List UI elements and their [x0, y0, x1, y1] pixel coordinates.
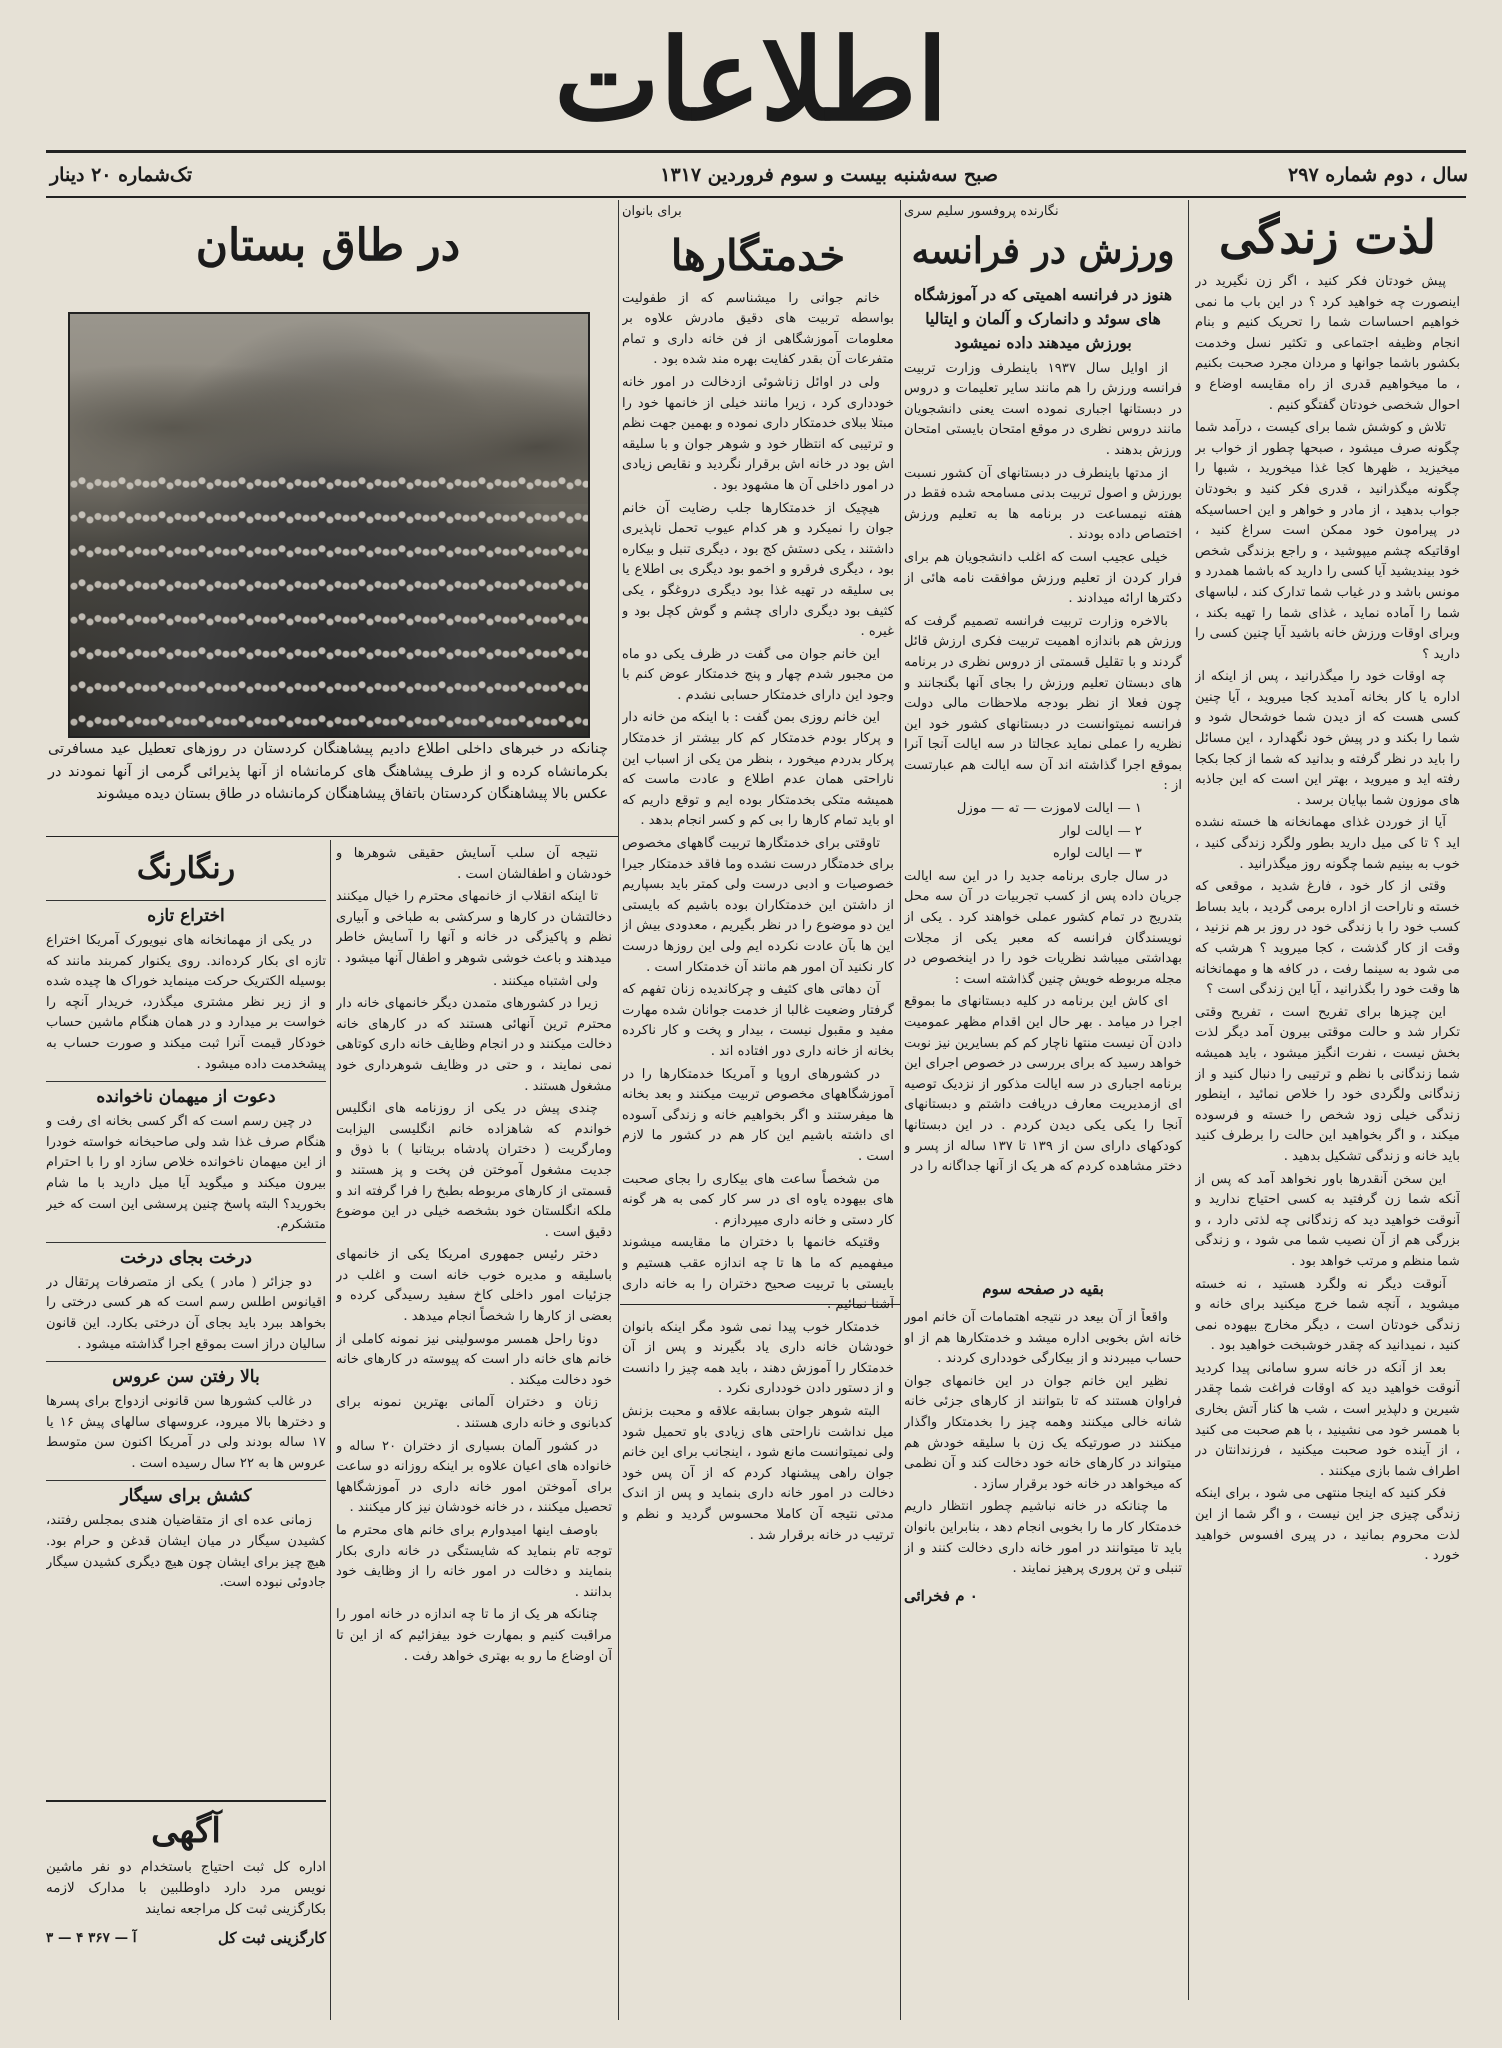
item-text: زمانی عده ای از متقاضیان هندی بمجلس رفتند، کشیدن سیگار در میان ایشان قدغن و حرام بود. هیچ چیز برای ایشان چون هیچ دیگری کشیدن سیگار جادوئی نبوده است.: [46, 1513, 326, 1591]
paragraph: نتیجه آن سلب آسایش حقیقی شوهرها و خودشان و اطفالشان است .: [336, 846, 612, 882]
paragraph: در کشور آلمان بسیاری از دختران ۲۰ ساله و خانواده های اعیان علاوه بر اینکه روزانه دو ساعت برای آموختن امور خانه داری در آموزشگاهها تحصیل میکنند ، در خانه خودشان نیز کار میکنند .: [336, 1438, 612, 1516]
column-divider: [900, 200, 901, 2020]
paragraph: زنان و دختران آلمانی بهترین نمونه برای کدبانوی و خانه داری هستند .: [336, 1395, 612, 1432]
ad-rule: [46, 1800, 326, 1802]
item-text: در چین رسم است که اگر کسی بخانه ای رفت و هنگام صرف غذا شد ولی صاحبخانه خواسته خودرا از این میهمان ناخوانده خلاص سازد او را با احترام بیرون میکند و میگوید آیا میل دارید با ما شام بخورید؟ البته پاسخ چنین پرسشی این است که خیر متشکرم.: [46, 1114, 326, 1233]
item-title: درخت بجای درخت: [46, 1242, 326, 1271]
paragraph: خانم جوانی را میشناسم که از طفولیت بواسطه تربیت های دقیق مادرش علاوه بر معلومات آموزشگاهی از فن خانه داری و تمام متفرعات آن بقدر کفایت بهره مند شده بود .: [622, 290, 894, 368]
photo-headline: در طاق بستان: [195, 220, 461, 271]
paragraph: این سخن آنقدرها باور نخواهد آمد که پس از آنکه شما زن گرفتید به کسی احتیاج ندارید و آنوقت خواهید دید که زندگانی چه لذتی دارد ، و بزرگی هم از آن نصیب شما می شود ، و زندگی شما منظم و مرتب خواهد بود .: [1195, 1171, 1460, 1269]
paragraph: ما چنانکه در خانه نباشیم چطور انتظار داریم خدمتکار کار ما را بخوبی انجام دهد ، بنابراین بانوان باید تا میتوانند در امور خانه داری دخالت کنند و از تنبلی و تن پروری پرهیز نمایند .: [904, 1499, 1182, 1577]
headline-miscellany: رنگارنگ: [136, 851, 236, 886]
photo-caption: چنانکه در خبرهای داخلی اطلاع دادیم پیشاهنگان کردستان در روزهای تعطیل عید مسافرتی بکرمانشاه کرده و از طرف پیشاهنگ های کرمانشاه از آنها پذیرائی گرمی از آنها نمودند در عکس بالا پیشاهنگان کردستان باتفاق پیشاهنگان کرمانشاه در طاق بستان دیده میشوند: [48, 741, 608, 802]
article-servants: [622, 202, 894, 2010]
article-sport-france: [904, 202, 1182, 1302]
paragraph: در کشورهای اروپا و آمریکا خدمتکارها را در آموزشگاههای مخصوص تربیت میکنند و بعد بخانه ها میفرستند و اگر بخواهیم خانه و زندگی آسوده ای داشته باشیم این کار هم در کشور ما لازم است .: [622, 1066, 894, 1164]
issue-number: سال ، دوم شماره ۲۹۷: [1288, 164, 1468, 186]
paragraph: ولی اشتباه میکنند .: [493, 973, 598, 989]
headline-servants: خدمتگارها: [670, 230, 846, 280]
section-miscellany: [46, 844, 326, 1794]
paragraph: من شخصاً ساعت های بیکاری را بجای صحبت های بیهوده یاوه ای در سر کار کمی به هر گونه کار دستی و خانه داری میپردازم .: [622, 1171, 894, 1228]
article-servants-col4: [336, 844, 612, 2010]
signature: ۰ م فخرائی: [904, 1586, 978, 1605]
paragraph: باوصف اینها امیدوارم برای خانم های محترم ما توجه تام بنماید که شایستگی در خانه داری بکار بنمایند و دخالت در امور خانه را از وظایف خود بدانند .: [336, 1523, 612, 1600]
ad-number: آ — ۳۶۷ ۴ — ۳: [46, 1930, 137, 1946]
subhead-sport-france: هنوز در فرانسه اهمیتی که در آموزشگاه های سوئد و دانمارک و آلمان و ایتالیا بورزش میدهند داده نمیشود: [913, 284, 1173, 352]
paragraph: وقتی از کار خود ، فارغ شدید ، موقعی که خسته و ناراحت از اداره برمی گردید ، باید بساط کسب خود را با زندگی خود در روز بر هم نزنید ، وقت از کار گذشت ، کجا میروید ؟ هرشب که می شود به سینما رفت ، در کافه ها و مهمانخانه ها وقت خود را بگذرانید ، آیا این زندگی است ؟: [1195, 879, 1460, 998]
masthead-rule-top: [46, 150, 1466, 153]
advertisement: [46, 1805, 326, 2015]
paragraph: پیش خودتان فکر کنید ، اگر زن نگیرید در اینصورت چه خواهید کرد ؟ در این باب ما نمی خواهیم احساسات شما را تحریک کنیم و بنام انجام وظیفه اجتماعی و تکثیر نسل وخدمت بکشور باشما جوانها و مردان مجرد صحبت بکنیم ، ما میخواهیم قدری از راه مقایسه اوضاع و احوال شخصی خودتان گفتگو کنیم .: [1195, 274, 1460, 413]
paragraph: بالاخره وزارت تربیت فرانسه تصمیم گرفت که ورزش هم باندازه اهمیت تربیت فکری ارزش قائل گردند و با تقلیل قسمتی از دروس نظری در برنامه های دبستان تعلیم ورزش را بجای آنها بگنجانند و چون فعلا از نظر بودجه ملاحظات مالی دولت فرانسه نمیتوانست در دبستانهای کشور خود این نظریه را عملی نماید عجالتا در سه ایالت آنجا آنرا بموقع اجرا گذاشته اند آن سه ایالت هم عبارتست از :: [904, 613, 1182, 794]
paragraph: نظیر این خانم جوان در این خانمهای جوان فراوان هستند که تا بتوانند از کارهای جزئی خانه شانه خالی میکنند وهمه چیز را بخدمتکار واگذار میکنند در صورتیکه یک زن با سلیقه خودش هم میتواند در کارهای خانه خود دخالت کند و آن نظمی که میخواهد در خانه خود برقرار سازد .: [904, 1373, 1182, 1492]
paragraph: تاوقتی برای خدمتگارها تربیت گاههای مخصوص برای خدمتگار درست نشده وما فاقد خدمتکار جیرا خصوصیات و ادبی درست ولی کمتر باید بسپاریم از داشتن این خدمتکاران بوده باشیم که بایستی این دو موضوع را در نظر بگیریم ، معدودی بیش از این ها بآن عادت نکرده ایم ولی این روزها درست کار نکنید آن امور هم مانند آن خدمتکار است .: [622, 836, 894, 975]
paragraph: آنوقت دیگر نه ولگرد هستید ، نه خسته میشوید ، آنچه شما خرج میکنید برای خانه و زندگی خودتان است ، دیگر مخارج بیهوده نمی کنید ، نمیدانید که چقدر خوشبخت خواهید بود .: [1195, 1276, 1460, 1354]
paragraph: دونا راحل همسر موسولینی نیز نمونه کاملی از خانم های خانه دار است که پیوسته در کارهای خانه خود دخالت میکند .: [336, 1331, 612, 1388]
masthead: [0, 15, 1502, 146]
paragraph: از اوایل سال ۱۹۳۷ باینطرف وزارت تربیت فرانسه ورزش را هم مانند سایر تعلیمات و دروس در دبستانها اجباری نموده است یعنی دانشجویان مانند دروس نظری در موقع امتحان بایستی امتحان ورزش بدهند .: [904, 360, 1182, 458]
paragraph: ۱ — ایالت لاموزت — ته — موزل: [956, 801, 1142, 817]
item-text: در غالب کشورها سن قانونی ازدواج برای پسرها و دخترها بالا میرود، عروسهای سالهای پیش ۱۶ یا ۱۷ ساله بودند ولی در آمریکا اکنون سن متوسط عروس ها به ۲۲ سال رسیده است .: [46, 1394, 326, 1471]
paragraph: ای کاش این برنامه در کلیه دبستانهای ما بموقع اجرا در میامد . بهر حال این اقدام مظهر عمومیت دادن آن نیست منتها ناچار کم کم بسایرین نیز نوبت خواهد رسید که برای بررسی در خصوص اجرای این برنامه اجباری در سه ایالت مذکور از نزدیک توصیه ای ازمدیریت معارف دریافت داشتم و دبستانهای آنجا را یکی یکی دیدن کردم . در این دبستانها کودکهای دارای سن از ۱۳۹ تا ۱۳۷ ساله از پسر و دختر مشاهده کردم که هر یک از آنها جداگانه را در: [904, 994, 1182, 1175]
headline-life-pleasure: لذت زندگی: [1219, 210, 1436, 264]
column-divider: [1188, 200, 1189, 2000]
paragraph: دختر رئیس جمهوری امریکا یکی از خانمهای باسلیقه و مدیره خوب خانه است و اغلب در جزئیات امور داخلی کاخ سفید رسیدگی کرده و بعضی از کارها را شخصاً انجام میدهد .: [336, 1247, 612, 1325]
paragraph: البته شوهر جوان بسابقه علاقه و محبت بزنش میل نداشت ناراحتی های زیادی باو تحمیل شود ولی نمیتوانست مانع شود ، اینجانب برای این خانم جوان راهی پیشنهاد کردم که از آن پس خود دخالت در امور خانه داری بنماید و پس از اندک مدتی نتیجه آن کاملا محسوس گردید و نظم و ترتیب در خانه برقرار شد .: [622, 1404, 894, 1543]
photo-section-rule: [46, 836, 618, 837]
ad-footer: [46, 1928, 326, 1949]
paragraph: ولی در اوائل زناشوئی ازدخالت در امور خانه خودداری کرد ، زیرا مانند خیلی از خانمها خود را مبتلا ببلای خدمتکار داری نموده و بهمین جهت نظم و ترتیبی که انتظار خود و شوهر جوان و با سلیقه اش بود در خانه اش برقرار نگردید و نقایص زیادی در امور داخلی آن ها مشهود بود .: [622, 374, 894, 493]
paragraph: تلاش و کوشش شما برای کیست ، درآمد شما چگونه صرف میشود ، صبحها چطور از خواب بر میخیزید ، ظهرها کجا غذا میخورید ، شبها را چگونه میگذرانید ، قدری فکر کنید و بخودتان جواب بدهید ، از مادر و خواهر و این احساسیکه در پیرامون خود ممکن است سراغ کنید ، اوقاتیکه چشم میپوشید ، و راجع بزندگی شخص خود بیندیشید آیا کسی را دارید که باشما همدرد و مونس باشد و در غیاب شما تدارک کند ، لباسهای شما را آماده نماید ، غذای شما را تهیه بکند ، وبرای اوقات ورزش خانه باشید آیا چنین کسی را دارید ؟: [1195, 420, 1460, 662]
masthead-title: اطلاعات: [554, 15, 948, 146]
item-title: دعوت از میهمان ناخوانده: [46, 1081, 326, 1110]
paragraph: چه اوقات خود را میگذرانید ، پس از اینکه از اداره یا کار بخانه آمدید کجا میروید ، آیا چنین کسی هست که از دیدن شما خوشحال شود و شما را بکند و در پیش خود نگهدارد ، این مسائل را باید در نظر گرفته و بدانید که شما از کجا بکجا رفته اید و میروید ، بهتر این است که این جاذبه های موزون شما بپایان برسد .: [1195, 669, 1460, 808]
item-title: بالا رفتن سن عروس: [46, 1361, 326, 1390]
paragraph: هیچیک از خدمتکارها جلب رضایت آن خانم جوان را نمیکرد و هر کدام عیوب تحمل ناپذیری داشتند ، یکی دستش کج بود ، دیگری تنبل و بیکاره بود ، دیگری فرقرو و اخمو بود دیگری بی اطلاع یا بی سلیقه در تهیه غذا بود دیگری دروغگو ، یکی کثیف بود دیگری دارای چشم و گوش کچل بود و غیره .: [622, 500, 894, 640]
paragraph: وقتیکه خانمها با دختران ما مقایسه میشوند میفهمیم که ما ها تا چه اندازه عقب هستیم و بایستی با تربیت صحیح دختران را به خانه داری آشنا نمائیم .: [622, 1235, 894, 1313]
paragraph: زیرا در کشورهای متمدن دیگر خانمهای خانه دار محترم ترین آنهائی هستند که در کارهای خانه دخالت میکنند و در انجام وظایف خانه داری کوتاهی نمی نمایند ، و حتی در وظایف شوهرداری خود مشغول هستند .: [336, 996, 612, 1094]
kicker-for-ladies: برای بانوان: [622, 204, 682, 219]
paragraph: ۳ — ایالت لواره: [1053, 846, 1142, 862]
paragraph: آیا از خوردن غذای مهمانخانه ها خسته نشده اید ؟ تا کی میل دارید بطور ولگرد زندگی کنید ، خوب به بینیم شما چگونه روز میگذرانید .: [1195, 815, 1460, 872]
item-text: دو جزائر ( مادر ) یکی از متصرفات پرتقال در اقیانوس اطلس رسم است که هر کسی درختی را بخواهد ببرد باید بجای آن درختی بکارد. این قانون سالیان دراز است بموقع اجرا گذاشته میشود .: [46, 1274, 326, 1352]
paragraph: آن دهاتی های کثیف و چرکاندیده زنان تفهم که گرفتار وضعیت غالبا از خدمت جوانان شده مهارت مفید و مقبول نیست ، بیدار و پخت و کار ناکرده بخانه از خانه داری دور افتاده اند .: [622, 982, 894, 1059]
masthead-rule-bottom: [46, 196, 1466, 198]
paragraph: فکر کنید که اینجا منتهی می شود ، برای اینکه زندگی چیزی جز این نیست ، و اگر شما از این لذت محروم بمانید ، در پیری افسوس خواهید خورد .: [1195, 1486, 1460, 1564]
issue-date: صبح سه‌شنبه بیست و سوم فروردین ۱۳۱۷: [660, 164, 998, 186]
paragraph: واقعاً از آن بیعد در نتیجه اهتمامات آن خانم امور خانه اش بخوبی اداره میشد و خدمتکارها هم از او حساب میبردند و از بیکارگی خودداری کردند .: [904, 1310, 1182, 1367]
column-divider: [618, 200, 619, 2020]
paragraph: این خانم روزی بمن گفت : با اینکه من خانه دار و پرکار بودم خدمتکار کم کار بیشتر از خدمتکار پرکار بدردم میخورد ، بنظر من یکی از اسباب این ناراحتی همان عدم اطلاع و عادت ماست که همیشه متکی بخدمتکار بوده ایم و توقع داریم که او باید تمام کارها را بی کم و کسر انجام بدهد .: [622, 710, 894, 829]
ad-title: آگهی: [151, 1811, 221, 1851]
photo-headline-box: [48, 206, 608, 306]
item-text: در یکی از مهمانخانه های نیویورک آمریکا اختراع تازه ای بکار کرده‌اند. روی یکنوار کمربند مانند که بوسیله الکتریک حرکت مینماید خوراک ها چیده شده و از زیر نظر مشتری میگذرد، خریدار آنچه را خواست بر میدارد و در همان هنگام ماشین حساب خودکار قیمت آنرا ثبت میکند و صورت حساب به پیشخدمت داده میشود .: [46, 933, 326, 1072]
issue-info-bar: [50, 160, 1468, 190]
paragraph: این خانم جوان می گفت در ظرف یکی دو ماه من مجبور شدم چهار و پنج خدمتکار عوض کنم با وجود این دارای خدمتکار حسابی نشدم .: [622, 646, 894, 703]
paragraph: چنانکه هر یک از ما تا چه اندازه در خانه امور را مراقبت کنیم و بمهارت خود بیفزائیم که از این تا آن اوضاع ما رو به بهتری خواهد رفت .: [336, 1607, 612, 1664]
ad-text: اداره کل ثبت احتیاج باستخدام دو نفر ماشین نویس مرد دارد داوطلبین با مدارک لازمه بکارگزینی ثبت کل مراجعه نمایند: [46, 1859, 326, 1917]
paragraph: تا اینکه انقلاب از خانمهای محترم را خیال میکنند دخالتشان در کارها و سرکشی به طباخی و آبیاری نظم و پاکیزگی در خانه و آنها را آسایش خاطر میدهند و باعث خوشی شوهر و اطفال آنها میشود .: [336, 889, 612, 966]
continued-note: [904, 1276, 1182, 1302]
scouts-photo: [68, 312, 590, 738]
item-title: کشش برای سیگار: [46, 1480, 326, 1509]
byline: نگارنده پروفسور سلیم سری: [904, 204, 1059, 219]
paragraph: بعد از آنکه در خانه سرو سامانی پیدا کردید آنوقت خواهید دید که اوقات فراغت شما چقدر شیرین و دلپذیر است ، شب ها کنار آتش بخاری با همسر خود می نشینید ، با هم صحبت می کنید ، از آینده خود صحبت میکنید ، فرزندانتان در اطراف شما بازی میکنند .: [1195, 1360, 1460, 1479]
headline-sport-france: ورزش در فرانسه: [911, 229, 1175, 272]
photo-crowd: [70, 474, 588, 736]
paragraph: خیلی عجیب است که اغلب دانشجویان هم برای فرار کردن از تعلیم ورزش موافقت نامه هائی از دکترها ارائه میدادند .: [904, 549, 1182, 607]
article-life-pleasure: [1195, 202, 1460, 2010]
paragraph: خدمتکار خوب پیدا نمی شود مگر اینکه بانوان خودشان خانه داری یاد بگیرند و پس از آن خدمتکار را آموزش دهند ، باید همه چیز را دانست و از دستور دادن خودداری نکرد .: [622, 1319, 894, 1397]
paragraph: این چیزها برای تفریح است ، تفریح وقتی تکرار شد و حالت موقتی بیرون آمد دیگر لذت بخش نیست ، نفرت انگیز میشود ، باید همیشه شما زندگانی با نظم و ترتیبی را دنبال کنید و از زندگانی ولگردی خود را خلاص نمائید ، اینطور زندگی خیلی زود شخص را خسته و فرسوده میکند ، و اگر بخواهید این حالت را برطرف کنید باید خانه و زندگی تشکیل بدهید .: [1195, 1004, 1460, 1164]
issue-price: تک‌شماره ۲۰ دینار: [50, 164, 193, 186]
paragraph: از مدتها باینطرف در دبستانهای آن کشور نسبت بورزش و اصول تربیت بدنی مسامحه شده فقط در هفته نیمساعت در برنامه ها به تعلیم ورزش اختصاص داده بودند .: [904, 465, 1182, 543]
article-servants-continued: [904, 1308, 1182, 1998]
item-title: اختراع تازه: [46, 900, 326, 929]
paragraph: چندی پیش در یکی از روزنامه های انگلیس خواندم که شاهزاده خانم انگلیسی الیزابت ومارگریت ( دختران پادشاه بریتانیا ) با ذوق و جدیت مشغول آموختن فن پخت و پز هستند و قسمتی از کارهای مربوطه بطبخ را فرا گرفته اند و ملکه انگلستان خود بشخصه خیلی در این موضوع دقیق است .: [336, 1101, 612, 1240]
continued-label: بقیه در صفحه سوم: [982, 1280, 1104, 1298]
paragraph: ۲ — ایالت لوار: [1059, 823, 1142, 839]
column-divider: [330, 840, 331, 2020]
paragraph: در سال جاری برنامه جدید را در این سه ایالت جریان داده پس از کسب تجربیات در آن سه محل بتدریج در تمام کشور عملی خواهند کرد . یکی از نویسندگان فرانسه که معبر یکی از مجلات بهداشتی میباشد نظریات خود را در اینخصوص در مجله مربوطه خویش چنین گذاشته است :: [904, 868, 1182, 987]
ad-signature: کارگزینی ثبت کل: [218, 1929, 326, 1947]
